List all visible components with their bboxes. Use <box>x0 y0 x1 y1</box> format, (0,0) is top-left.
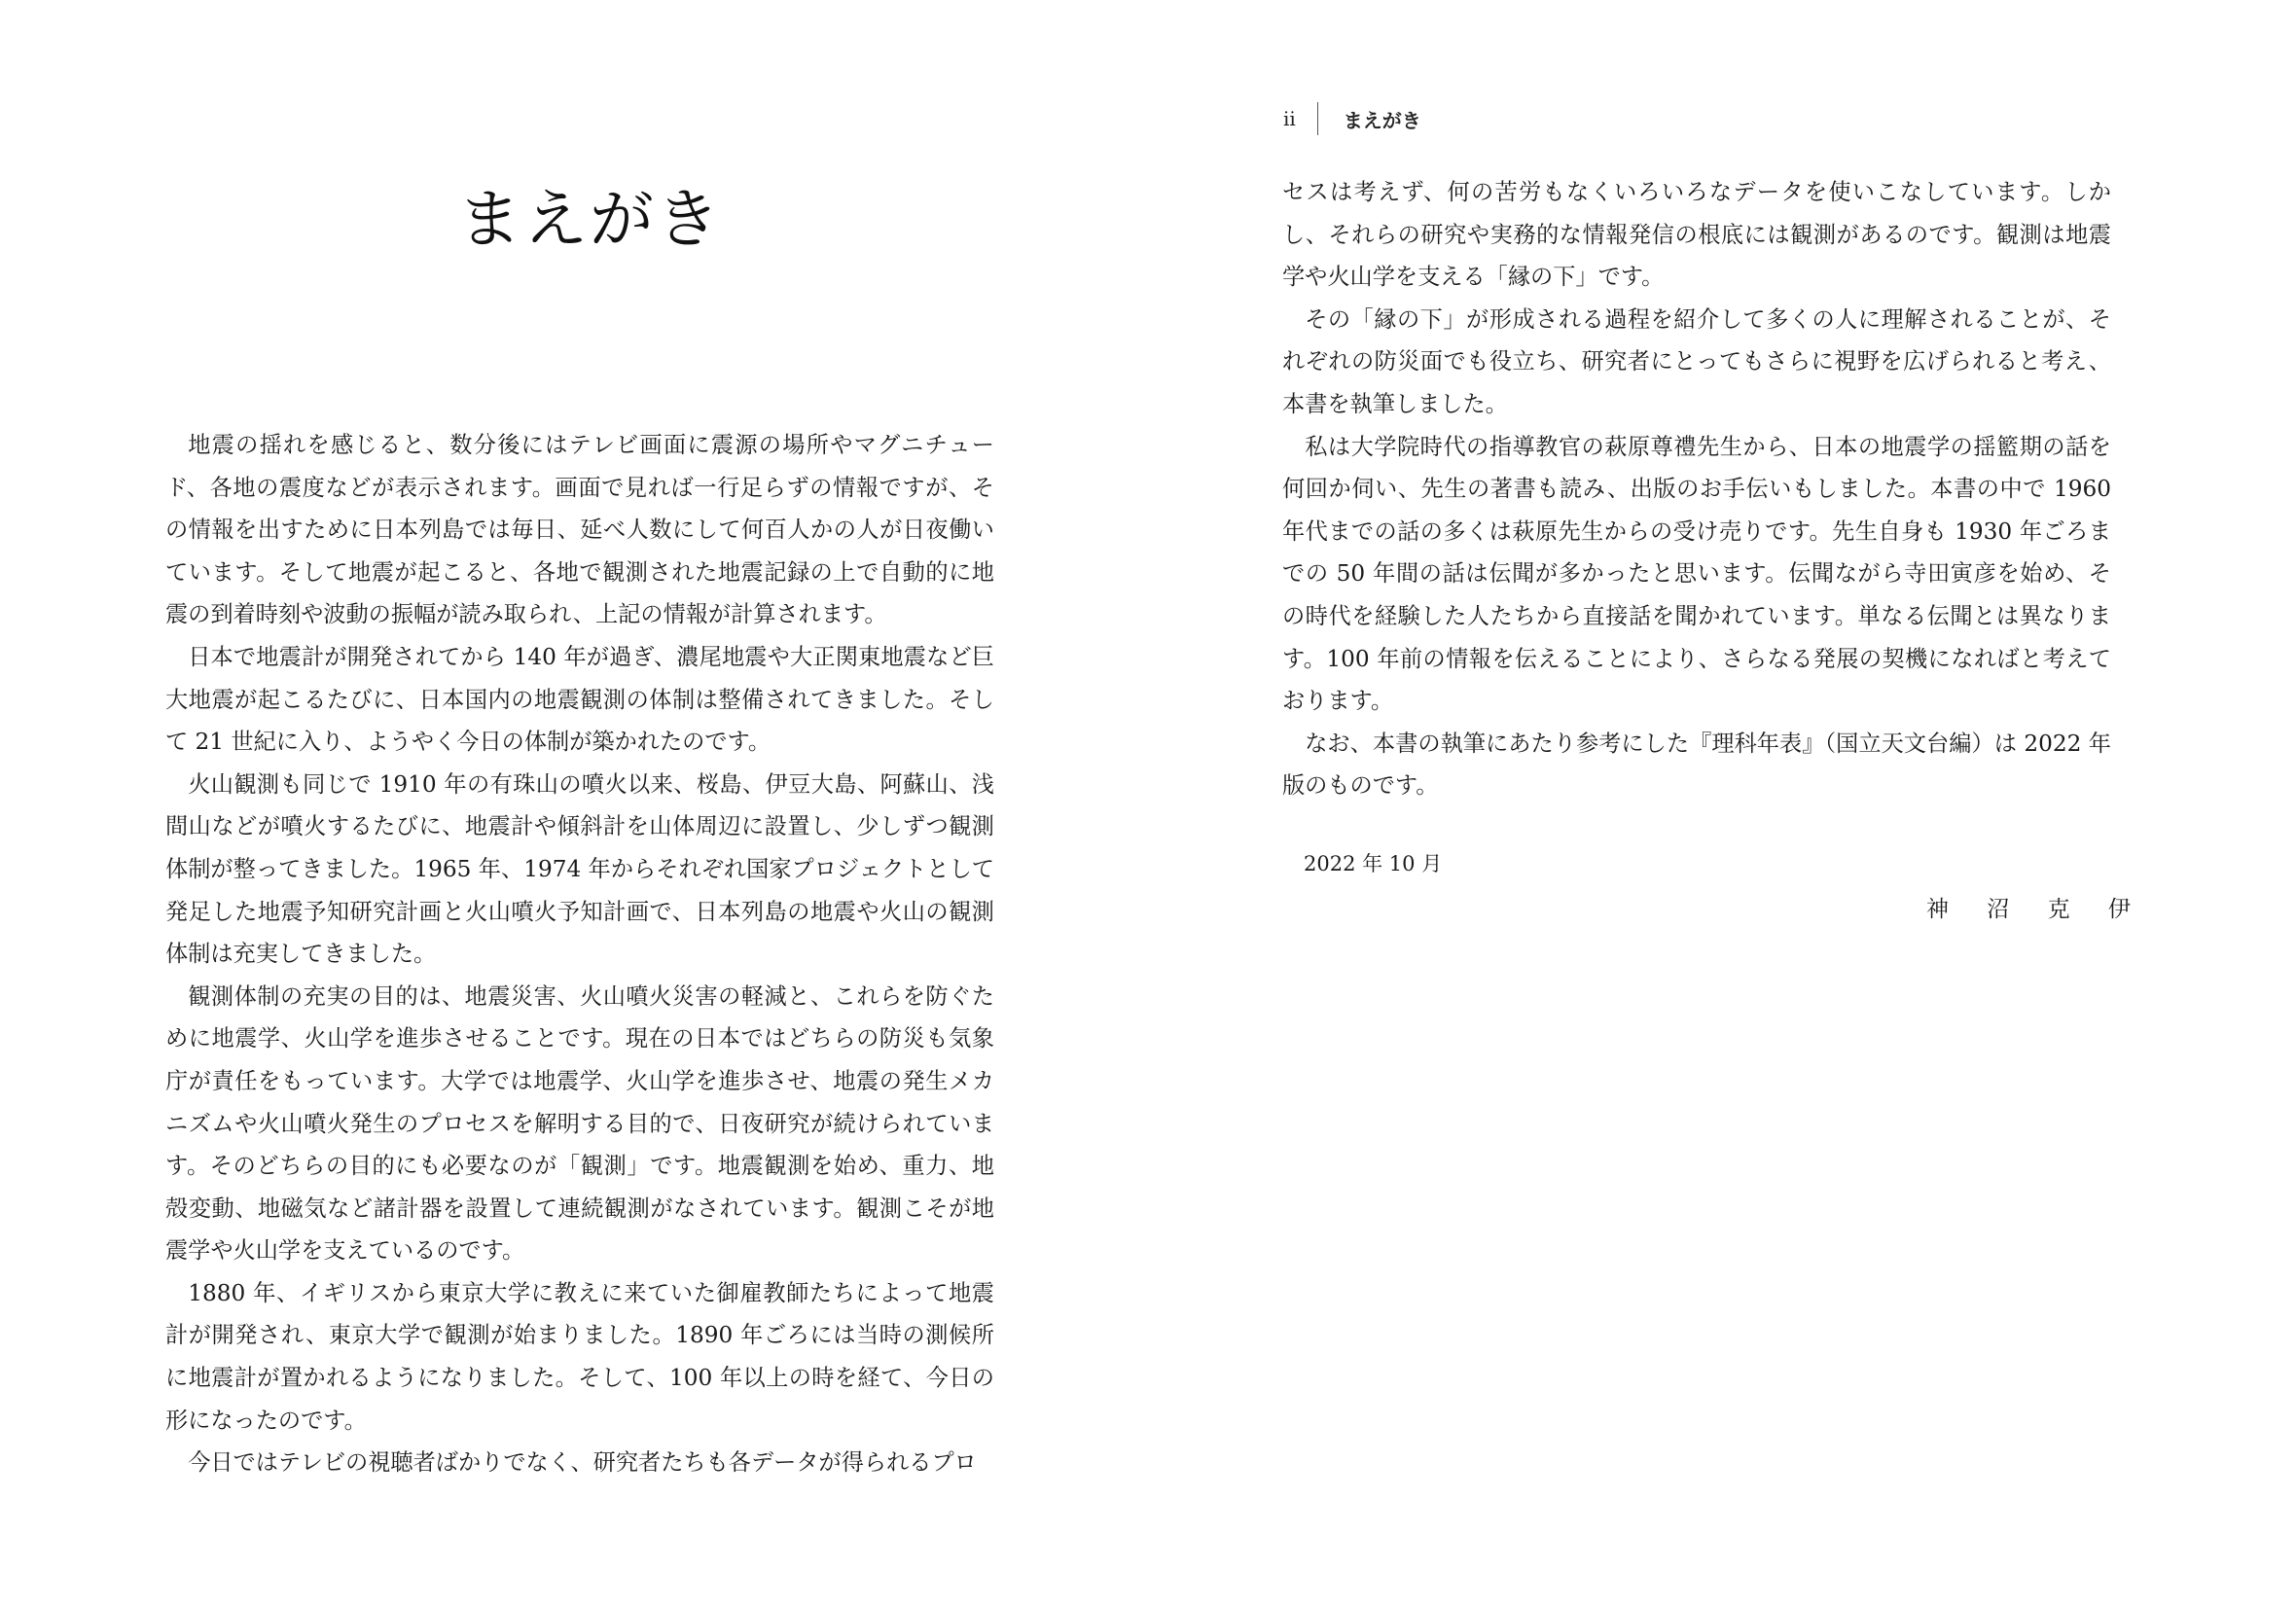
author-name: 神 沼 克 伊 <box>1926 897 2146 922</box>
paragraph: 火山観測も同じで 1910 年の有珠山の噴火以来、桜島、伊豆大島、阿蘇山、浅間山などが噴火するたびに、地震計や傾斜計を山体周辺に設置し、少しずつ観測体制が整ってきました。1965 年、1974 年からそれぞれ国家プロジェクトとして発足した地震予知研究計画と火山噴火予知計画で、日本列島の地震や火山の観測体制は充実してきました。 <box>165 770 994 968</box>
right-page <box>1148 0 2296 1605</box>
paragraph: 1880 年、イギリスから東京大学に教えに来ていた御雇教師たちによって地震計が開発され、東京大学で観測が始まりました。1890 年ごろには当時の測候所に地震計が置かれるようになりました。そして、100 年以上の時を経て、今日の形になったのです。 <box>165 1279 994 1434</box>
left-body-text <box>165 424 994 1484</box>
paragraph: 私は大学院時代の指導教官の萩原尊禮先生から、日本の地震学の揺籃期の話を何回か伺い、先生の著書も読み、出版のお手伝いもしました。本書の中で 1960 年代までの話の多くは萩原先生からの受け売りです。先生自身も 1930 年ごろまでの 50 年間の話は伝聞が多かったと思います。伝聞ながら寺田寅彦を始め、その時代を経験した人たちから直接話を聞かれています。単なる伝聞とは異なります。100 年前の情報を伝えることにより、さらなる発展の契機になればと考えております。 <box>1282 433 2111 715</box>
paragraph: なお、本書の執筆にあたり参考にした『理科年表』（国立天文台編）は 2022 年版のものです。 <box>1282 730 2111 800</box>
paragraph: 日本で地震計が開発されてから 140 年が過ぎ、濃尾地震や大正関東地震など巨大地震が起こるたびに、日本国内の地震観測の体制は整備されてきました。そして 21 世紀に入り、ようやく今日の体制が築かれたのです。 <box>165 643 994 756</box>
running-head <box>1283 101 1421 136</box>
page-number: ii <box>1283 107 1296 130</box>
chapter-title: まえがき <box>457 182 722 257</box>
running-head-section: まえがき <box>1343 108 1421 132</box>
running-head-divider <box>1317 102 1318 135</box>
paragraph: セスは考えず、何の苦労もなくいろいろなデータを使いこなしています。しかし、それらの研究や実務的な情報発信の根底には観測があるのです。観測は地震学や火山学を支える「縁の下」です。 <box>1282 179 2111 291</box>
paragraph: 今日ではテレビの視聴者ばかりでなく、研究者たちも各データが得られるプロ <box>188 1449 977 1477</box>
paragraph: 観測体制の充実の目的は、地震災害、火山噴火災害の軽減と、これらを防ぐために地震学、火山学を進歩させることです。現在の日本ではどちらの防災も気象庁が責任をもっています。大学では地震学、火山学を進歩させ、地震の発生メカニズムや火山噴火発生のプロセスを解明する目的で、日夜研究が続けられています。そのどちらの目的にも必要なのが「観測」です。地震観測を始め、重力、地殻変動、地磁気など諸計器を設置して連続観測がなされています。観測こそが地震学や火山学を支えているのです。 <box>165 982 994 1265</box>
right-body-text <box>1282 171 2111 807</box>
paragraph: 地震の揺れを感じると、数分後にはテレビ画面に震源の場所やマグニチュード、各地の震度などが表示されます。画面で見れば一行足らずの情報ですが、その情報を出すために日本列島では毎日、延べ人数にして何百人かの人が日夜働いています。そして地震が起こると、各地で観測された地震記録の上で自動的に地震の到着時刻や波動の振幅が読み取られ、上記の情報が計算されます。 <box>165 432 994 628</box>
preface-date: 2022 年 10 月 <box>1304 852 1443 875</box>
paragraph: その「縁の下」が形成される過程を紹介して多くの人に理解されることが、それぞれの防災面でも役立ち、研究者にとってもさらに視野を広げられると考え、本書を執筆しました。 <box>1282 305 2111 417</box>
